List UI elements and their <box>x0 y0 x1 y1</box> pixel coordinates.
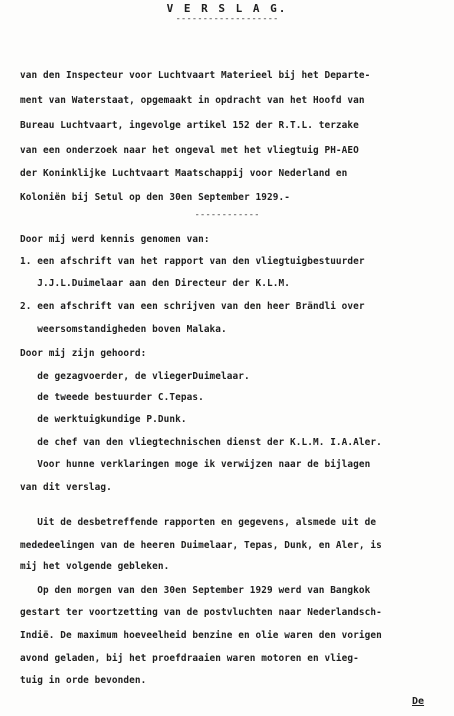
kennis-item: weersomstandigheden boven Malaka. <box>20 324 227 335</box>
kennis-heading: Door mij werd kennis genomen van: <box>20 234 210 245</box>
gehoord-item: Voor hunne verklaringen moge ik verwijzen naar de bijlagen <box>20 459 371 470</box>
intro-line: van een onderzoek naar het ongeval met het vliegtuig PH-AEO <box>20 145 359 156</box>
section-separator: ------------ <box>194 210 260 220</box>
intro-line: Bureau Luchtvaart, ingevolge artikel 152 der R.T.L. terzake <box>20 120 359 131</box>
paragraph-line: gestart ter voortzetting van de postvluchten naar Nederlandsch- <box>20 607 382 618</box>
paragraph-line: avond geladen, bij het proefdraaien waren motoren en vlieg- <box>20 653 359 664</box>
gehoord-item: de gezagvoerder, de vliegerDuimelaar. <box>20 371 250 382</box>
paragraph-line: mij het volgende gebleken. <box>20 561 170 572</box>
kennis-item: J.J.L.Duimelaar aan den Directeur der K.L.M. <box>20 278 290 289</box>
gehoord-item: van dit verslag. <box>20 482 112 493</box>
intro-line: van den Inspecteur voor Luchtvaart Materieel bij het Departe- <box>20 70 371 81</box>
paragraph-line: Op den morgen van den 30en September 1929 werd van Bangkok <box>20 585 371 596</box>
catchword: De <box>412 696 425 707</box>
document-title: V E R S L A G. <box>166 2 288 15</box>
gehoord-item: de werktuigkundige P.Dunk. <box>20 414 187 425</box>
intro-line: ment van Waterstaat, opgemaakt in opdracht van het Hoofd van <box>20 95 365 106</box>
kennis-item: 1. een afschrift van het rapport van den vliegtuigbestuurder <box>20 256 365 267</box>
paragraph-line: tuig in orde bevonden. <box>20 675 147 686</box>
paragraph-line: Indië. De maximum hoeveelheid benzine en olie waren den vorigen <box>20 630 382 641</box>
paragraph-line: Uit de desbetreffende rapporten en gegevens, alsmede uit de <box>20 517 377 528</box>
title-underline: ------------------- <box>175 14 279 24</box>
intro-line: der Koninklijke Luchtvaart Maatschappij voor Nederland en <box>20 168 348 179</box>
intro-line: Koloniën bij Setul op den 30en September 1929.- <box>20 192 290 203</box>
paragraph-line: mededeelingen van de heeren Duimelaar, Tepas, Dunk, en Aler, is <box>20 540 382 551</box>
gehoord-item: de tweede bestuurder C.Tepas. <box>20 392 204 403</box>
kennis-item: 2. een afschrift van een schrijven van den heer Brändli over <box>20 301 365 312</box>
gehoord-heading: Door mij zijn gehoord: <box>20 348 147 359</box>
gehoord-item: de chef van den vliegtechnischen dienst der K.L.M. I.A.Aler. <box>20 437 382 448</box>
